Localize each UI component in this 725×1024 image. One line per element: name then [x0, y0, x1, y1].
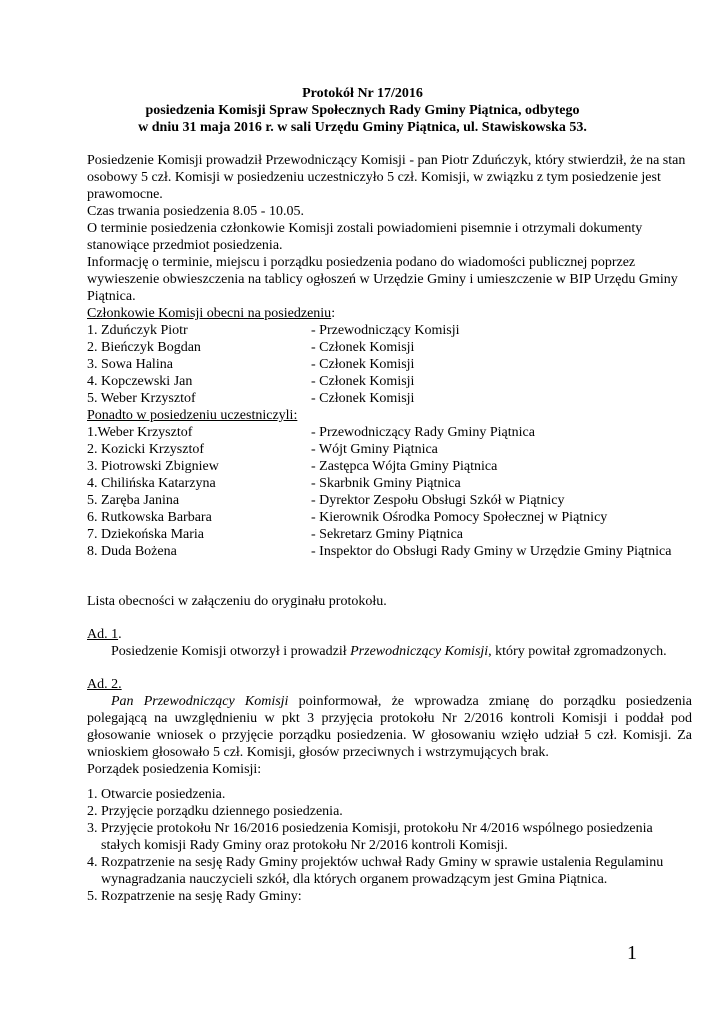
intro-paragraph-4: Informację o terminie, miejscu i porządku posiedzenia podano do wiadomości publicznej poprzez wywieszenie obwieszczenia na tablicy ogłoszeń w Urzędzie Gminy i umieszczenie w BIP Urzędu Gminy Piątnica. — [87, 255, 678, 304]
member-role: - Członek Komisji — [311, 391, 415, 406]
member-role: - Członek Komisji — [311, 357, 415, 372]
participant-role: - Sekretarz Gminy Piątnica — [311, 527, 464, 542]
attendance-note: Lista obecności w załączeniu do oryginału protokołu. — [87, 594, 387, 609]
member-row — [87, 390, 692, 407]
ad1-label: Ad. 1 — [87, 627, 119, 642]
ad2-label: Ad. 2. — [87, 677, 122, 692]
participant-row — [87, 492, 692, 509]
intro-paragraph-1: Posiedzenie Komisji prowadził Przewodniczący Komisji - pan Piotr Zduńczyk, który stwierdził, że na stan osobowy 5 czł. Komisji w posiedzeniu uczestniczyło 5 czł. Komisji, w związku z tym posiedzenie jest prawomocne. — [87, 153, 686, 202]
participant-role: - Inspektor do Obsługi Rady Gminy w Urzędzie Gminy Piątnica — [311, 544, 672, 559]
participant-name: 2. Kozicki Krzysztof — [87, 442, 205, 457]
intro-paragraph-3: O terminie posiedzenia członkowie Komisji zostali powiadomieni pisemnie i otrzymali dokumenty stanowiące przedmiot posiedzenia. — [87, 221, 643, 253]
members-list — [87, 322, 692, 407]
agenda-item: 2. Przyjęcie porządku dziennego posiedzenia. — [87, 804, 343, 819]
title-line-1: Protokół Nr 17/2016 — [302, 86, 423, 101]
protocol-title — [0, 85, 725, 136]
participant-name: 4. Chilińska Katarzyna — [87, 476, 216, 491]
participant-role: - Przewodniczący Rady Gminy Piątnica — [311, 425, 535, 440]
participant-name: 7. Dziekońska Maria — [87, 527, 205, 542]
participant-name: 8. Duda Bożena — [87, 544, 177, 559]
agenda-heading: Porządek posiedzenia Komisji: — [87, 762, 262, 777]
participant-row — [87, 475, 692, 492]
member-role: - Przewodniczący Komisji — [311, 323, 460, 338]
agenda-list — [87, 786, 692, 905]
participant-name: 1.Weber Krzysztof — [87, 425, 193, 440]
page-number: 1 — [627, 942, 637, 964]
agenda-item: 4. Rozpatrzenie na sesję Rady Gminy projektów uchwał Rady Gminy w sprawie ustalenia Regulaminu wynagradzania nauczycieli szkół, dla których organem prowadzącym jest Gmina Piątnica. — [87, 855, 664, 887]
agenda-item: 1. Otwarcie posiedzenia. — [87, 787, 226, 802]
participant-role: - Kierownik Ośrodka Pomocy Społecznej w Piątnicy — [311, 510, 608, 525]
others-list — [87, 424, 692, 577]
ad1-heading — [87, 626, 692, 643]
title-line-3: w dniu 31 maja 2016 r. w sali Urzędu Gminy Piątnica, ul. Stawiskowska 53. — [138, 120, 587, 135]
participant-row — [87, 509, 692, 526]
participant-name: 3. Piotrowski Zbigniew — [87, 459, 219, 474]
participant-row — [87, 424, 692, 441]
intro-paragraph-2: Czas trwania posiedzenia 8.05 - 10.05. — [87, 204, 304, 219]
agenda-item: 5. Rozpatrzenie na sesję Rady Gminy: — [87, 889, 302, 904]
ad1-text — [87, 643, 692, 660]
member-role: - Członek Komisji — [311, 374, 415, 389]
member-row — [87, 322, 692, 339]
participant-role: - Wójt Gminy Piątnica — [311, 442, 438, 457]
participant-name: 5. Zaręba Janina — [87, 493, 180, 508]
member-name: 5. Weber Krzysztof — [87, 391, 196, 406]
protocol-body — [87, 152, 692, 905]
members-heading-suffix: : — [331, 306, 336, 321]
ad2-text-after: poinformował, że wprowadza zmianę do porządku posiedzenia polegającą na uwzględnieniu w pkt 3 przyjęcia protokołu Nr 2/2016 kontroli Komisji i poddał pod głosowanie wniosek o przyjęcie porządku posiedzenia. W głosowaniu wzięło udział 5 czł. Komisji. Za wnioskiem głosowało 5 czł. Komisji, głosów przeciwnych i wstrzymujących brak. — [87, 694, 692, 760]
ad1-text-italic: Przewodniczący Komisji — [350, 644, 489, 659]
participant-role: - Dyrektor Zespołu Obsługi Szkół w Piątnicy — [311, 493, 565, 508]
participant-row — [87, 441, 692, 458]
ad2-text-italic: Pan Przewodniczący Komisji — [111, 694, 289, 709]
participant-row — [87, 526, 692, 543]
participant-role: - Skarbnik Gminy Piątnica — [311, 476, 461, 491]
participant-row — [87, 458, 692, 475]
member-name: 3. Sowa Halina — [87, 357, 173, 372]
ad2-text — [87, 693, 692, 761]
members-heading — [87, 305, 692, 322]
title-line-2: posiedzenia Komisji Spraw Społecznych Rady Gminy Piątnica, odbytego — [145, 103, 580, 118]
member-name: 1. Zduńczyk Piotr — [87, 323, 188, 338]
members-heading-text: Członkowie Komisji obecni na posiedzeniu — [87, 306, 332, 321]
ad1-text-before: Posiedzenie Komisji otworzył i prowadził — [111, 644, 351, 659]
participant-role: - Zastępca Wójta Gminy Piątnica — [311, 459, 498, 474]
participant-name: 6. Rutkowska Barbara — [87, 510, 212, 525]
member-role: - Członek Komisji — [311, 340, 415, 355]
agenda-item: 3. Przyjęcie protokołu Nr 16/2016 posiedzenia Komisji, protokołu Nr 4/2016 wspólnego posiedzenia stałych komisji Rady Gminy oraz protokołu Nr 2/2016 kontroli Komisji. — [87, 821, 653, 853]
ad1-text-after: , który powitał zgromadzonych. — [488, 644, 667, 659]
member-row — [87, 356, 692, 373]
others-heading: Ponadto w posiedzeniu uczestniczyli: — [87, 408, 298, 423]
member-name: 4. Kopczewski Jan — [87, 374, 193, 389]
ad1-label-suffix: . — [118, 627, 122, 642]
member-row — [87, 339, 692, 356]
participant-row — [87, 543, 692, 577]
member-name: 2. Bieńczyk Bogdan — [87, 340, 201, 355]
member-row — [87, 373, 692, 390]
